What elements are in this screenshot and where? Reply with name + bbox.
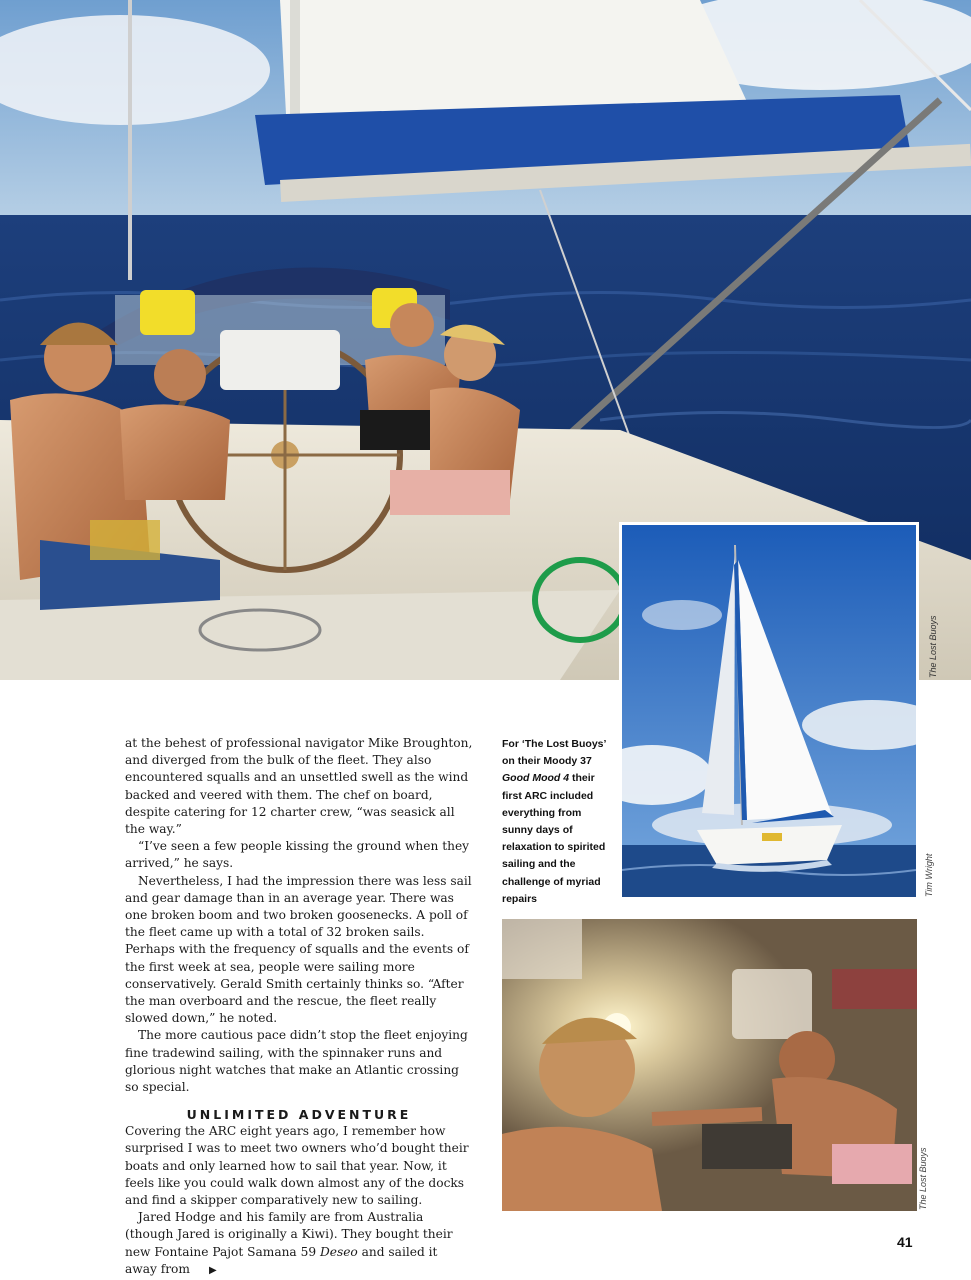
repair-photo-credit: The Lost Buoys	[918, 1147, 928, 1210]
hero-photo-credit: The Lost Buoys	[928, 615, 938, 678]
article-body	[125, 735, 473, 1279]
body-paragraph-last	[125, 1209, 473, 1279]
yacht-photo-illustration	[622, 525, 916, 897]
caption-boat-name: Good Mood 4	[502, 772, 570, 785]
body-paragraph: at the behest of professional navigator Mike Broughton, and diverged from the bulk of the fleet. They also encountered squalls and an unsettled swell as the wind backed and veered with them. The chef on board, despite catering for 12 charter crew, “was seasick all the way.”	[125, 736, 473, 837]
section-heading: UNLIMITED ADVENTURE	[186, 1107, 412, 1123]
continue-arrow-icon: ▶	[208, 1264, 217, 1276]
body-paragraph: “I’ve seen a few people kissing the ground when they arrived,” he says.	[125, 839, 470, 871]
caption-text: their first ARC included everything from sunny days of relaxation to spirited sailing and the challenge of myriad repairs	[502, 772, 606, 905]
body-paragraph: Covering the ARC eight years ago, I remember how surprised I was to meet two owners who’d bought their boats and only learned how to sail that year. Now, it feels like you could walk down almost any of the docks and find a skipper comparatively new to sailing.	[125, 1124, 469, 1208]
page-number: 41	[897, 1234, 913, 1250]
yacht-photo	[619, 522, 919, 900]
body-text: and sailed it away from	[125, 1244, 438, 1276]
repair-photo-illustration	[502, 919, 917, 1211]
body-text: Jared Hodge and his family are from Australia (though Jared is originally a Kiwi). They bought their new Fontaine Pajot Samana 59	[125, 1210, 453, 1259]
repair-photo	[502, 919, 917, 1211]
photo-caption	[502, 736, 610, 908]
body-paragraph: Nevertheless, I had the impression there was less sail and gear damage than in an average year. There was one broken boom and two broken goosenecks. A poll of the fleet came up with a total of 32 broken sails. Perhaps with the frequency of squalls and the events of the first week at sea, people were sailing more conservatively. Gerald Smith certainly thinks so. “After the man overboard and the rescue, the fleet really slowed down,” he noted.	[125, 873, 472, 1026]
boat-name: Deseo	[319, 1244, 358, 1259]
caption-text: For ‘The Lost Buoys’ on their Moody 37	[502, 738, 606, 768]
yacht-photo-credit: Tim Wright	[924, 853, 934, 897]
body-paragraph: The more cautious pace didn’t stop the fleet enjoying fine tradewind sailing, with the spinnaker runs and glorious night watches that make an Atlantic crossing so special.	[125, 1028, 468, 1095]
